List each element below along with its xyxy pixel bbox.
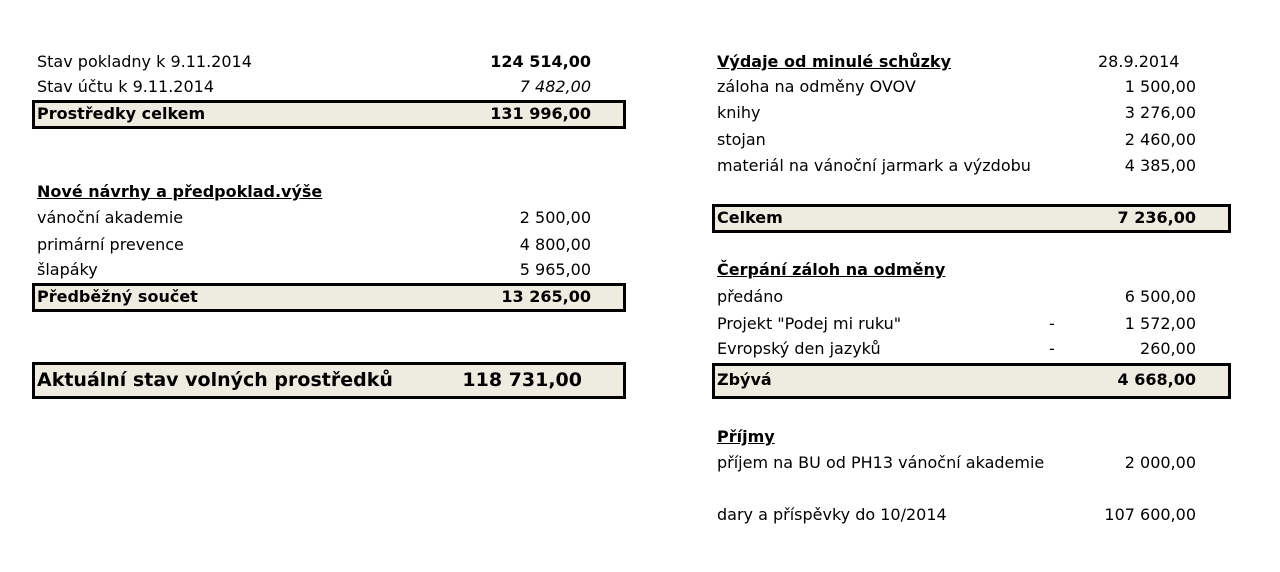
vydaj-label: záloha na odměny OVOV	[717, 77, 916, 96]
navrh-value: 4 800,00	[519, 235, 591, 254]
prijmy-heading: Příjmy	[717, 427, 775, 446]
cerpani-label: Evropský den jazyků	[717, 339, 881, 358]
cerpani-value: 260,00	[1140, 339, 1196, 358]
vydaj-value: 4 385,00	[1124, 156, 1196, 175]
prostredky-celkem-label: Prostředky celkem	[37, 104, 206, 123]
stav-pokladny-value: 124 514,00	[490, 52, 591, 71]
celkem-value: 7 236,00	[1117, 208, 1196, 227]
predbezny-soucet-value: 13 265,00	[501, 287, 591, 306]
prijem-value: 2 000,00	[1124, 453, 1196, 472]
cerpani-sign: -	[1049, 339, 1055, 358]
aktualni-stav-label: Aktuální stav volných prostředků	[37, 369, 393, 391]
cerpani-sign: -	[1049, 314, 1055, 333]
navrh-value: 2 500,00	[519, 208, 591, 227]
predbezny-soucet-label: Předběžný součet	[37, 287, 198, 306]
vydaje-heading: Výdaje od minulé schůzky	[717, 52, 951, 71]
navrh-value: 5 965,00	[519, 260, 591, 279]
vydaje-date: 28.9.2014	[1098, 52, 1180, 71]
vydaj-value: 3 276,00	[1124, 103, 1196, 122]
cerpani-value: 6 500,00	[1124, 287, 1196, 306]
navrh-label: šlapáky	[37, 260, 98, 279]
stav-uctu-value: 7 482,00	[519, 77, 591, 96]
navrh-label: primární prevence	[37, 235, 184, 254]
prijem-label: dary a příspěvky do 10/2014	[717, 505, 947, 524]
vydaj-label: knihy	[717, 103, 761, 122]
stav-pokladny-label: Stav pokladny k 9.11.2014	[37, 52, 252, 71]
vydaj-value: 1 500,00	[1124, 77, 1196, 96]
stav-uctu-label: Stav účtu k 9.11.2014	[37, 77, 215, 96]
navrh-label: vánoční akademie	[37, 208, 184, 227]
cerpani-label: předáno	[717, 287, 784, 306]
cerpani-value: 1 572,00	[1124, 314, 1196, 333]
prostredky-celkem-value: 131 996,00	[490, 104, 591, 123]
cerpani-label: Projekt "Podej mi ruku"	[717, 314, 902, 333]
celkem-label: Celkem	[717, 208, 783, 227]
prijem-label: příjem na BU od PH13 vánoční akademie	[717, 453, 1045, 472]
navrhy-heading: Nové návrhy a předpoklad.výše	[37, 182, 323, 201]
aktualni-stav-value: 118 731,00	[462, 369, 582, 391]
vydaj-label: stojan	[717, 130, 766, 149]
zbyva-label: Zbývá	[717, 370, 772, 389]
cerpani-heading: Čerpání záloh na odměny	[717, 260, 946, 279]
vydaj-label: materiál na vánoční jarmark a výzdobu	[717, 156, 1031, 175]
prijem-value: 107 600,00	[1104, 505, 1196, 524]
zbyva-value: 4 668,00	[1117, 370, 1196, 389]
vydaj-value: 2 460,00	[1124, 130, 1196, 149]
